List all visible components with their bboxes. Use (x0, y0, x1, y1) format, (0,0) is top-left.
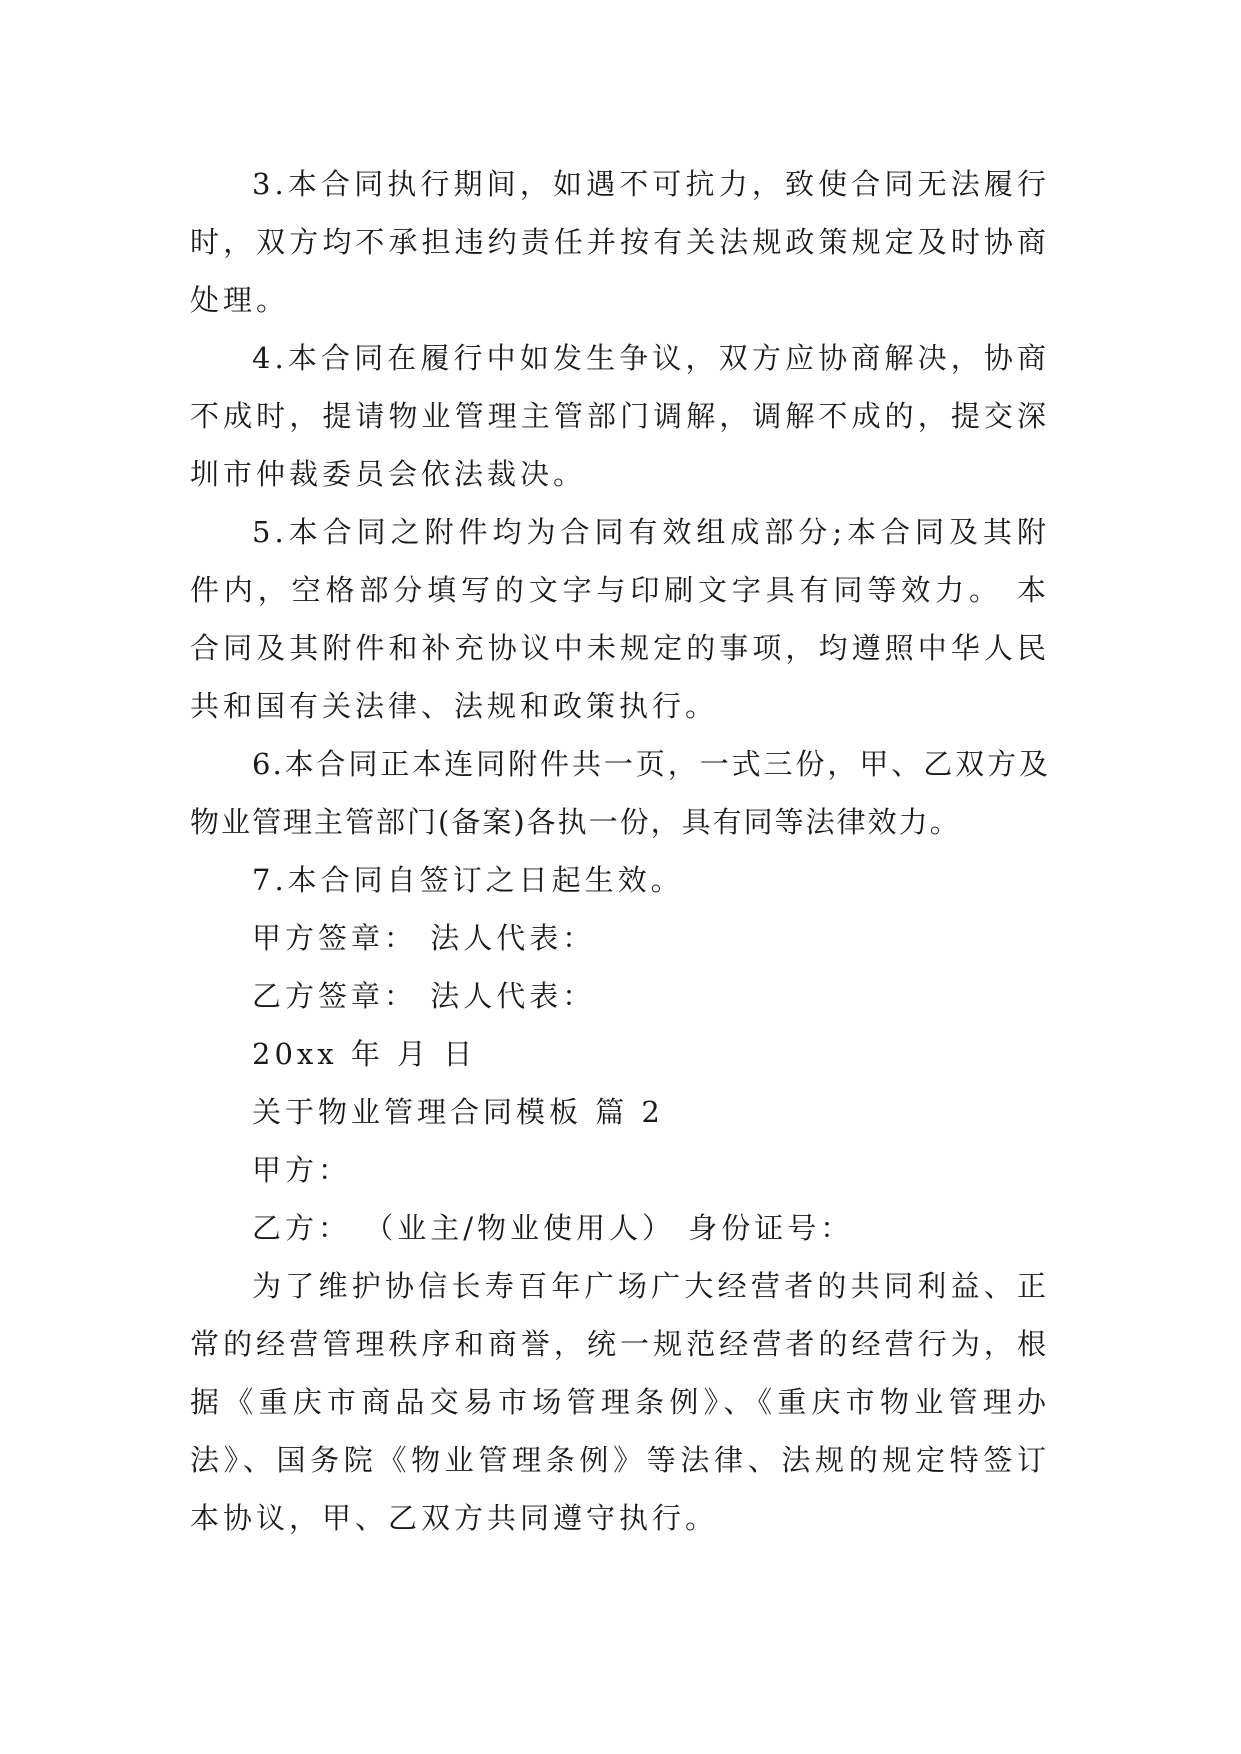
contract-text (190, 155, 1050, 1547)
clause-5: 5.本合同之附件均为合同有效组成部分;本合同及其附件内，空格部分填写的文字与印刷文字具有同等效力。 本合同及其附件和补充协议中未规定的事项，均遵照中华人民共和国有关法律、法规和政策执行。 (190, 515, 1050, 723)
clause-4: 4.本合同在履行中如发生争议，双方应协商解决，协商不成时，提请物业管理主管部门调解，调解不成的，提交深圳市仲裁委员会依法裁决。 (190, 341, 1050, 491)
party-b-line: 乙方： （业主/物业使用人） 身份证号： (252, 1211, 854, 1245)
agreement-purpose-paragraph: 为了维护协信长寿百年广场广大经营者的共同利益、正常的经营管理秩序和商誉，统一规范经营者的经营行为，根据《重庆市商品交易市场管理条例》、《重庆市物业管理办法》、国务院《物业管理条例》等法律、法规的规定特签订本协议，甲、乙双方共同遵守执行。 (190, 1269, 1050, 1535)
clause-6: 6.本合同正本连同附件共一页，一式三份，甲、乙双方及物业管理主管部门(备案)各执一份，具有同等法律效力。 (190, 747, 1050, 839)
clause-3: 3.本合同执行期间，如遇不可抗力，致使合同无法履行时，双方均不承担违约责任并按有关法规政策规定及时协商处理。 (190, 167, 1050, 317)
clause-7: 7.本合同自签订之日起生效。 (252, 863, 684, 897)
party-a-line: 甲方： (252, 1153, 352, 1187)
date-line: 20xx 年 月 日 (252, 1037, 477, 1071)
party-a-signature-line: 甲方签章： 法人代表： (252, 921, 596, 955)
section-heading: 关于物业管理合同模板 篇 2 (252, 1095, 664, 1129)
party-b-signature-line: 乙方签章： 法人代表： (252, 979, 596, 1013)
